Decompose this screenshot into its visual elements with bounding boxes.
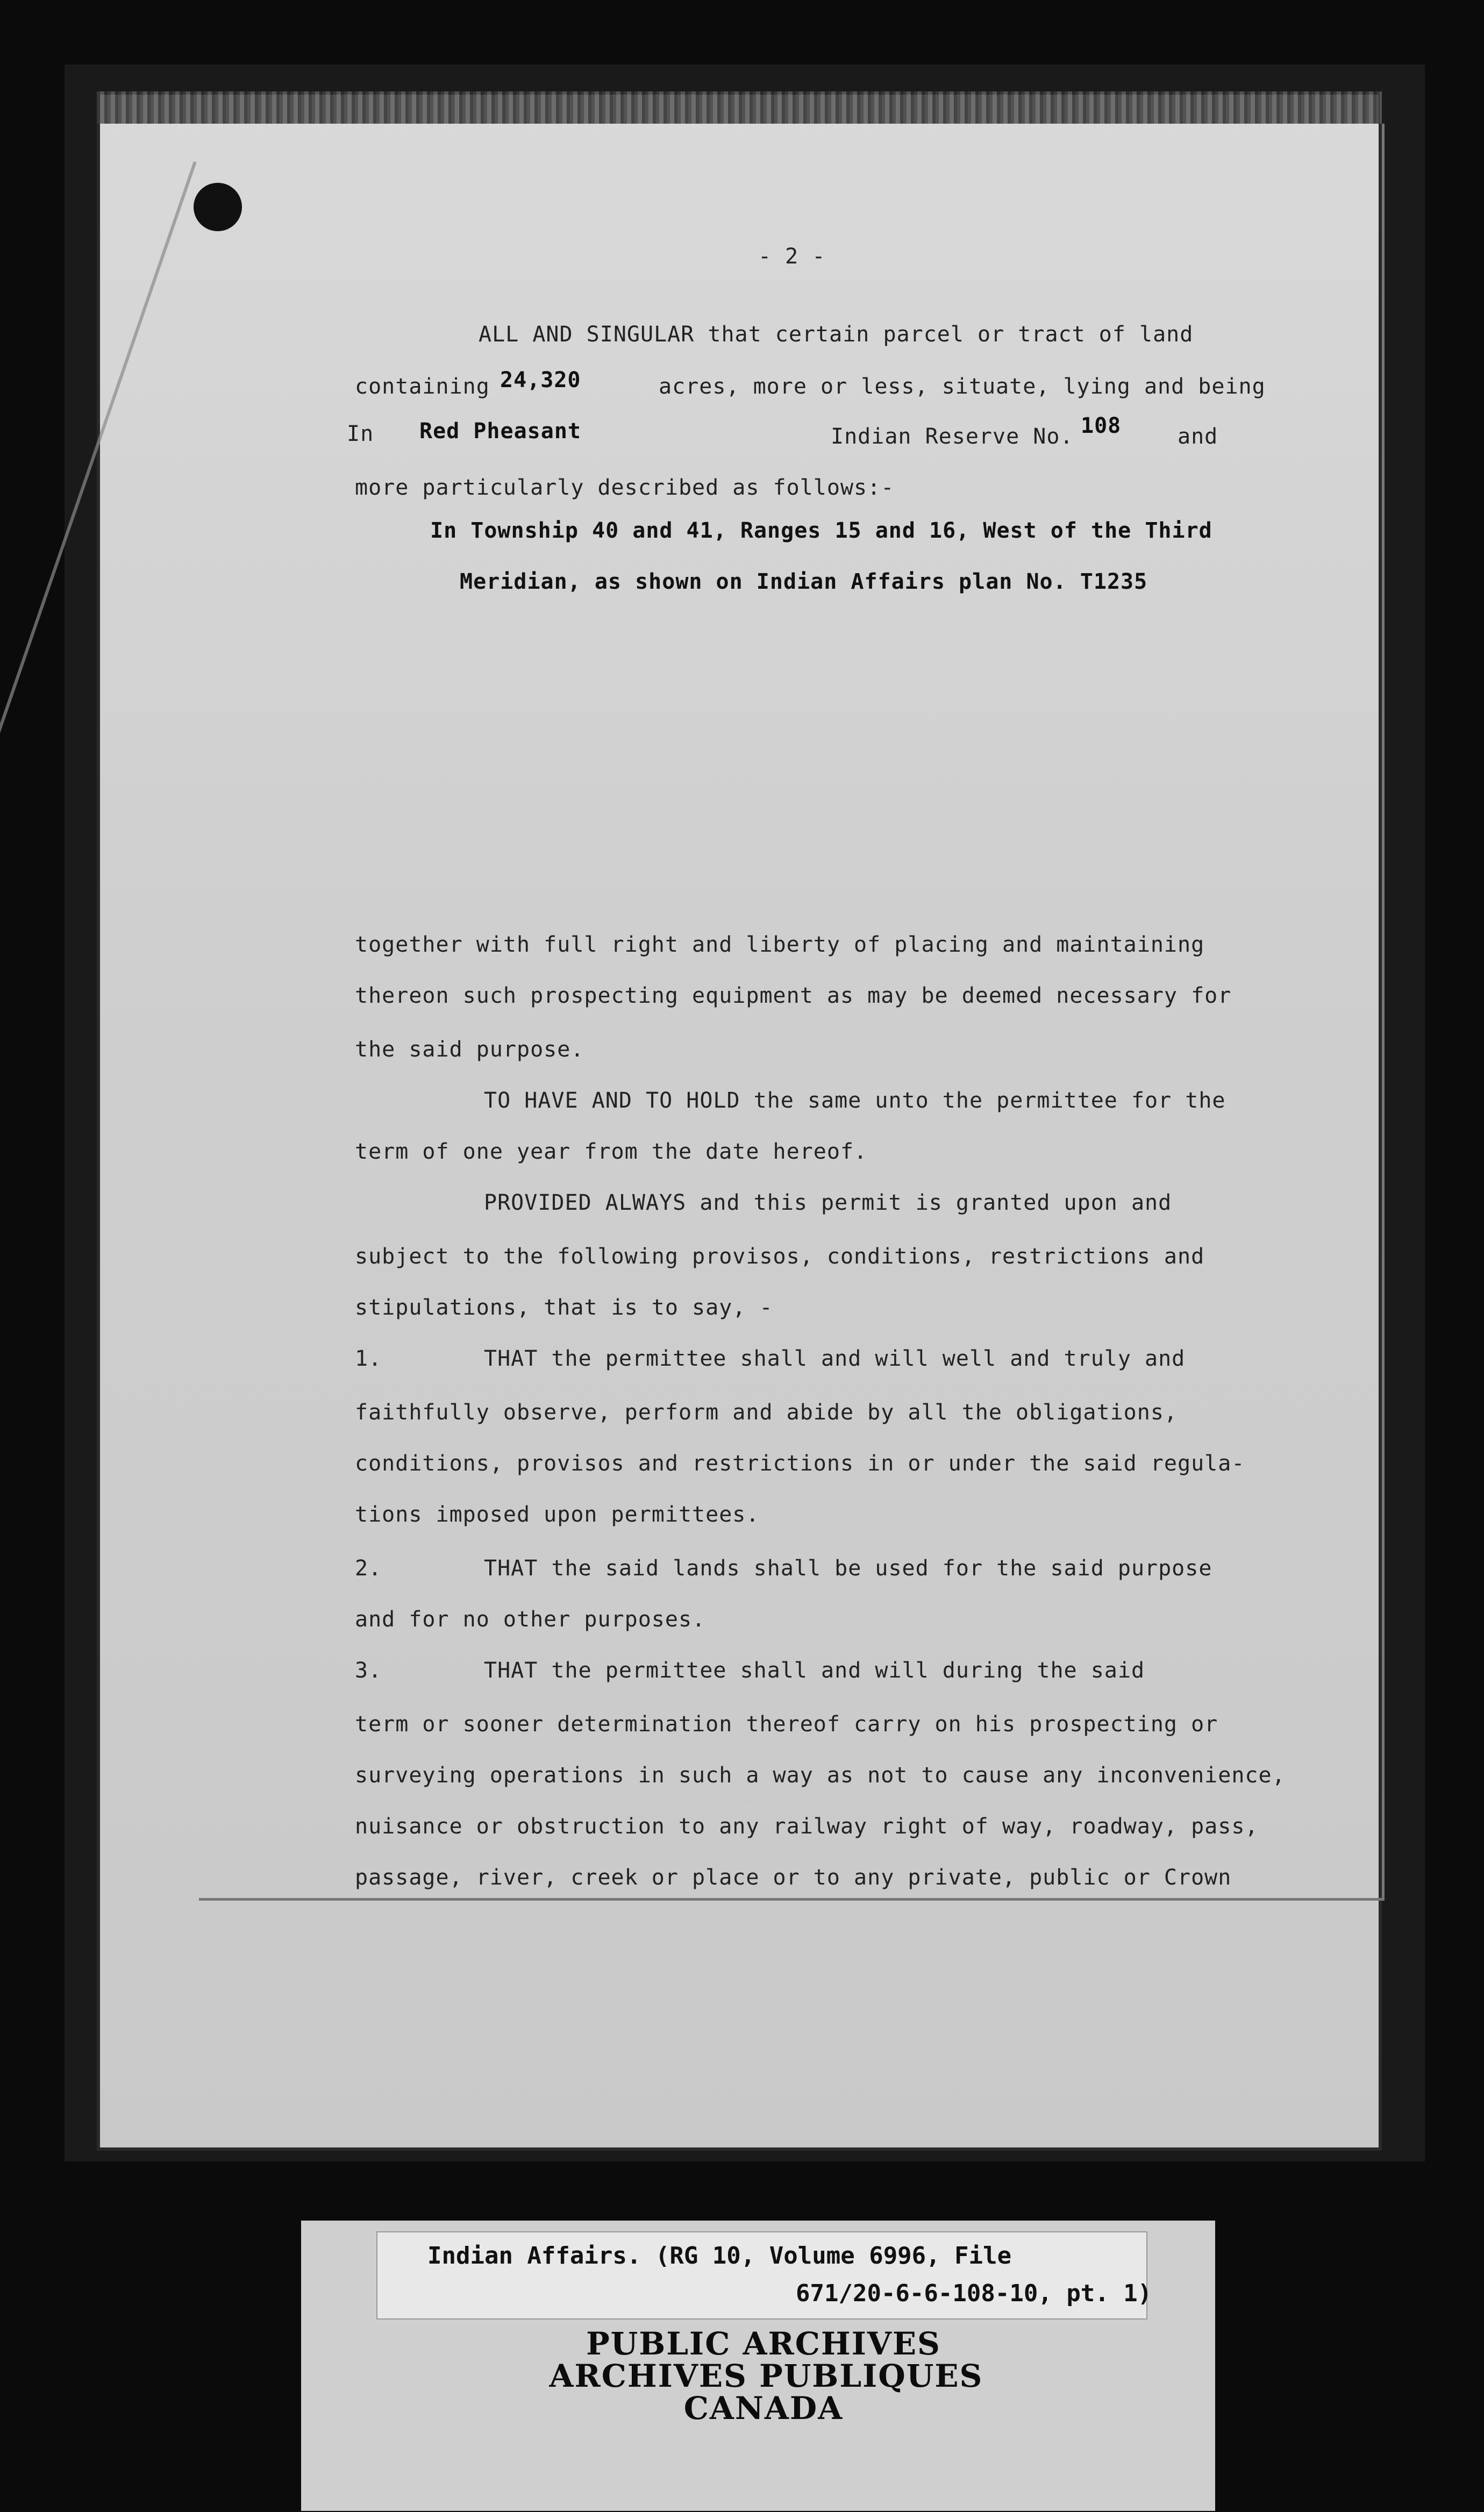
line-7: the said purpose. [355,1037,584,1062]
item-number-3: 3. [355,1658,382,1683]
line-22: nuisance or obstruction to any railway right of way, roadway, pass, [355,1814,1259,1839]
line-2a: containing [355,374,490,399]
torn-top-edge [97,91,1382,124]
description-line-2: Meridian, as shown on Indian Affairs plan No. T1235 [460,569,1148,594]
line-21: surveying operations in such a way as not to cause any inconvenience, [355,1763,1286,1788]
line-13: THAT the permittee shall and will well and truly and [484,1346,1186,1371]
punch-hole-icon [194,183,242,231]
line-16: tions imposed upon permittees. [355,1502,760,1527]
line-9: term of one year from the date hereof. [355,1139,868,1164]
line-17: THAT the said lands shall be used for the said purpose [484,1556,1212,1581]
archives-stamp-line-2: ARCHIVES PUBLIQUES [549,2358,983,2394]
acreage-value: 24,320 [500,368,581,393]
line-2b: acres, more or less, situate, lying and being [659,374,1266,399]
reserve-name: Red Pheasant [419,419,581,444]
line-15: conditions, provisos and restrictions in or under the said regula- [355,1451,1245,1476]
line-3a: In [347,422,374,446]
archives-stamp-line-1: PUBLIC ARCHIVES [586,2325,941,2362]
line-3b: Indian Reserve No. [831,424,1074,449]
line-8: TO HAVE AND TO HOLD the same unto the permittee for the [484,1088,1226,1113]
archives-stamp-line-3: CANADA [683,2390,844,2427]
line-18: and for no other purposes. [355,1607,706,1632]
item-number-1: 1. [355,1346,382,1371]
citation-line-2: 671/20-6-6-108-10, pt. 1) [796,2280,1152,2307]
description-line-1: In Township 40 and 41, Ranges 15 and 16, West of the Third [430,518,1212,543]
reserve-number: 108 [1081,413,1122,438]
line-10: PROVIDED ALWAYS and this permit is granted upon and [484,1190,1172,1215]
line-1: ALL AND SINGULAR that certain parcel or tract of land [479,322,1194,347]
line-5: together with full right and liberty of placing and maintaining [355,932,1205,957]
item-number-2: 2. [355,1556,382,1581]
line-23: passage, river, creek or place or to any private, public or Crown [355,1865,1232,1890]
page-number: - 2 - [758,244,826,269]
line-4: more particularly described as follows:- [355,475,895,500]
line-19: THAT the permittee shall and will during the said [484,1658,1145,1683]
line-3c: and [1178,424,1218,449]
line-12: stipulations, that is to say, - [355,1295,773,1320]
line-20: term or sooner determination thereof carry on his prospecting or [355,1712,1218,1737]
line-14: faithfully observe, perform and abide by all the obligations, [355,1400,1178,1425]
citation-line-1: Indian Affairs. (RG 10, Volume 6996, File [427,2242,1012,2270]
line-11: subject to the following provisos, conditions, restrictions and [355,1244,1205,1269]
line-6: thereon such prospecting equipment as may be deemed necessary for [355,983,1232,1008]
